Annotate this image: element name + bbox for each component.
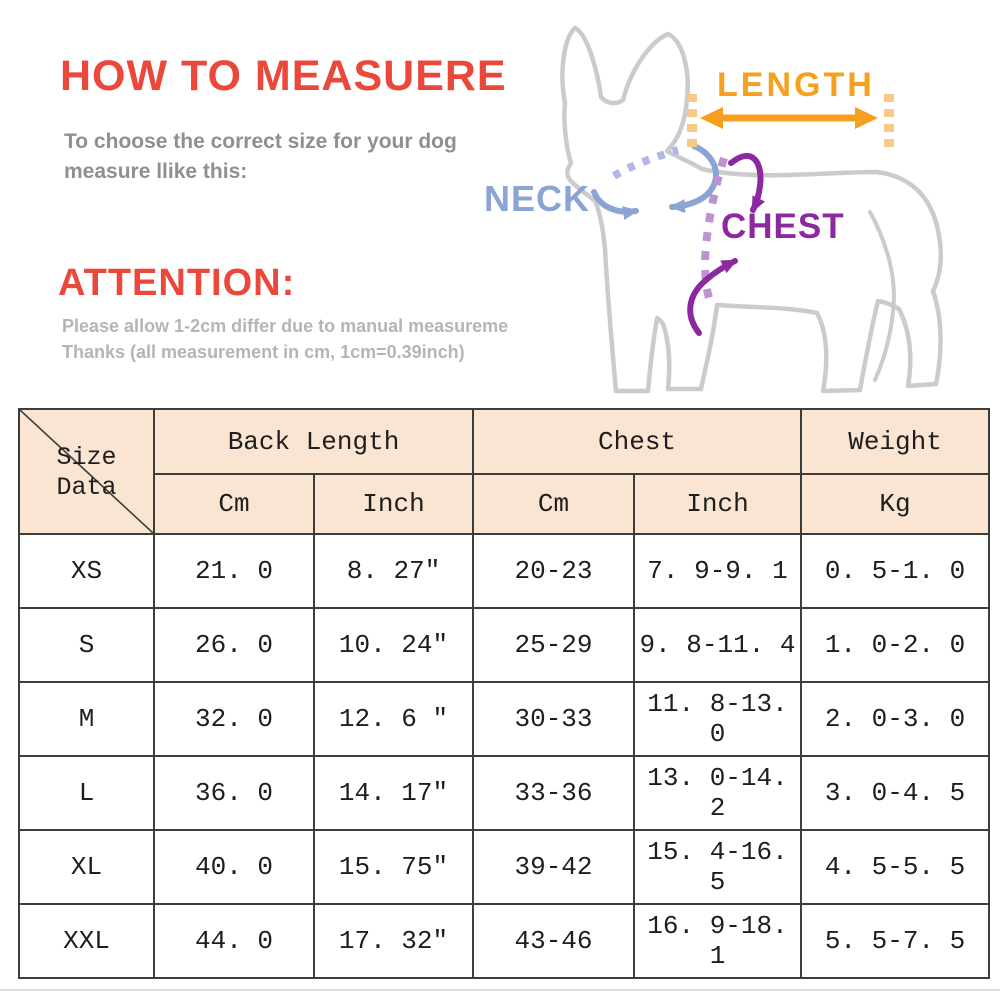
value-cell: 43-46	[473, 904, 634, 978]
table-row-m	[19, 682, 989, 756]
attention-title: ATTENTION:	[58, 262, 296, 304]
group-header-back-length: Back Length	[154, 409, 473, 474]
subtitle-line-2: measure llike this:	[64, 160, 248, 184]
unit-header-chest-inch: Inch	[634, 474, 801, 534]
size-cell: L	[19, 756, 154, 830]
value-cell: 13. 0-14. 2	[634, 756, 801, 830]
attention-body	[62, 314, 514, 365]
value-cell: 15. 75″	[314, 830, 473, 904]
size-cell: XL	[19, 830, 154, 904]
value-cell: 8. 27″	[314, 534, 473, 608]
value-cell: 16. 9-18. 1	[634, 904, 801, 978]
unit-header-back-cm: Cm	[154, 474, 314, 534]
corner-label: Size Data	[56, 442, 117, 502]
neck-arrow-swoosh	[594, 192, 636, 212]
size-cell: M	[19, 682, 154, 756]
size-table	[18, 408, 990, 979]
value-cell: 7. 9-9. 1	[634, 534, 801, 608]
length-label: LENGTH	[717, 66, 875, 104]
value-cell: 15. 4-16. 5	[634, 830, 801, 904]
value-cell: 4. 5-5. 5	[801, 830, 989, 904]
value-cell: 30-33	[473, 682, 634, 756]
length-arrow	[700, 107, 878, 129]
value-cell: 2. 0-3. 0	[801, 682, 989, 756]
value-cell: 0. 5-1. 0	[801, 534, 989, 608]
table-row-xl	[19, 830, 989, 904]
subtitle	[64, 127, 484, 188]
table-row-xxl	[19, 904, 989, 978]
attention-line-2: Thanks (all measurement in cm, 1cm=0.39inch)	[62, 341, 465, 362]
group-header-weight: Weight	[801, 409, 989, 474]
value-cell: 1. 0-2. 0	[801, 608, 989, 682]
page-title: HOW TO MEASUERE	[60, 52, 507, 100]
neck-label: NECK	[484, 178, 591, 219]
value-cell: 36. 0	[154, 756, 314, 830]
subtitle-line-1: To choose the correct size for your dog	[64, 130, 457, 153]
table-row-xs	[19, 534, 989, 608]
bottom-divider	[0, 989, 1000, 991]
value-cell: 17. 32″	[314, 904, 473, 978]
unit-header-chest-cm: Cm	[473, 474, 634, 534]
value-cell: 39-42	[473, 830, 634, 904]
value-cell: 14. 17″	[314, 756, 473, 830]
size-cell: S	[19, 608, 154, 682]
value-cell: 12. 6 ″	[314, 682, 473, 756]
value-cell: 5. 5-7. 5	[801, 904, 989, 978]
value-cell: 40. 0	[154, 830, 314, 904]
value-cell: 32. 0	[154, 682, 314, 756]
value-cell: 11. 8-13. 0	[634, 682, 801, 756]
value-cell: 21. 0	[154, 534, 314, 608]
value-cell: 20-23	[473, 534, 634, 608]
size-cell: XXL	[19, 904, 154, 978]
size-cell: XS	[19, 534, 154, 608]
chest-label: CHEST	[721, 207, 845, 246]
value-cell: 25-29	[473, 608, 634, 682]
value-cell: 10. 24″	[314, 608, 473, 682]
group-header-chest: Chest	[473, 409, 801, 474]
attention-line-1: Please allow 1-2cm differ due to manual measureme	[62, 316, 509, 336]
chest-arrow-top	[731, 156, 760, 210]
corner-cell	[19, 409, 154, 534]
value-cell: 9. 8-11. 4	[634, 608, 801, 682]
value-cell: 26. 0	[154, 608, 314, 682]
value-cell: 44. 0	[154, 904, 314, 978]
value-cell: 33-36	[473, 756, 634, 830]
table-row-s	[19, 608, 989, 682]
unit-header-weight-kg: Kg	[801, 474, 989, 534]
value-cell: 3. 0-4. 5	[801, 756, 989, 830]
table-row-l	[19, 756, 989, 830]
unit-header-back-inch: Inch	[314, 474, 473, 534]
